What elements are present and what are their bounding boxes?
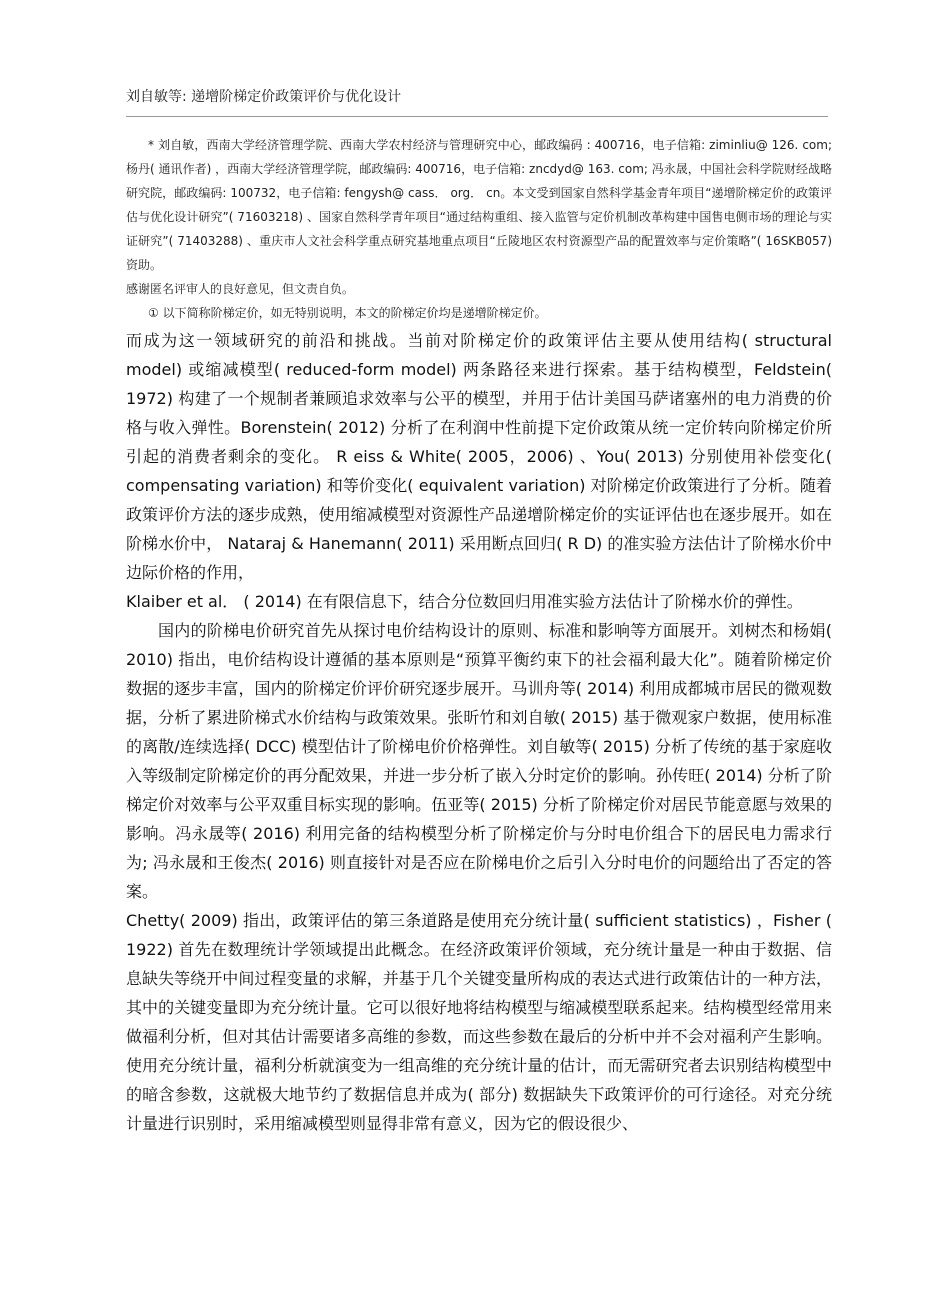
- acknowledgement-note: 感谢匿名评审人的良好意见，但文责自负。: [126, 282, 355, 296]
- running-header: 刘自敏等: 递增阶梯定价政策评价与优化设计: [126, 89, 402, 105]
- footnotes: [126, 133, 832, 325]
- paragraph-1: 而成为这一领域研究的前沿和挑战。当前对阶梯定价的政策评估主要从使用结构( structural model) 或缩减模型( reduced-form model) 两条路径来进行探索。基于结构模型，Feldstein( 1972) 构建了一个规制者兼顾追求效率与公平的模型，并用于估计美国马萨诸塞州的电力消费的价格与收入弹性。Borenstein( 2012) 分析了在利润中性前提下定价政策从统一定价转向阶梯定价所引起的消费者剩余的变化。 R eiss & White( 2005，2006) 、You( 2013) 分别使用补偿变化( compensating variation) 和等价变化( equivalent variation) 对阶梯定价政策进行了分析。随着政策评价方法的逐步成熟，使用缩减模型对资源性产品递增阶梯定价的实证评估也在逐步展开。如在阶梯水价中， Nataraj & Hanemann( 2011) 采用断点回归( R D) 的准实验方法估计了阶梯水价中边际价格的作用，: [126, 331, 832, 582]
- author-footnote: * 刘自敏，西南大学经济管理学院、西南大学农村经济与管理研究中心，邮政编码 : 400716，电子信箱: ziminliu@ 126. com; 杨丹( 通讯作者) ，西南大学经济管理学院，邮政编码: 400716，电子信箱: zncdyd@ 163. com; 冯永晟，中国社会科学院财经战略研究院，邮政编码: 100732，电子信箱: fengysh@ cass． org． cn。本文受到国家自然科学基金青年项目“递增阶梯定价的政策评估与优化设计研究”( 71603218) 、国家自然科学青年项目“通过结构重组、接入监管与定价机制改革构建中国售电侧市场的理论与实证研究”( 71403288) 、重庆市人文社会科学重点研究基地重点项目“丘陵地区农村资源型产品的配置效率与定价策略”( 16SKB057) 资助。: [126, 138, 832, 272]
- header-divider: [126, 116, 828, 117]
- paragraph-2: Klaiber et al． ( 2014) 在有限信息下，结合分位数回归用准实验方法估计了阶梯水价的弹性。: [126, 592, 803, 611]
- paragraph-4: Chetty( 2009) 指出，政策评估的第三条道路是使用充分统计量( sufficient statistics) ，Fisher ( 1922) 首先在数理统计学领域提出此概念。在经济政策评价领域，充分统计量是一种由于数据、信息缺失等绕开中间过程变量的求解，并基于几个关键变量所构成的表达式进行政策估计的一种方法，其中的关键变量即为充分统计量。它可以很好地将结构模型与缩减模型联系起来。结构模型经常用来做福利分析，但对其估计需要诸多高维的参数，而这些参数在最后的分析中并不会对福利产生影响。使用充分统计量，福利分析就演变为一组高维的充分统计量的估计，而无需研究者去识别结构模型中的暗含参数，这就极大地节约了数据信息并成为( 部分) 数据缺失下政策评价的可行途径。对充分统计量进行识别时，采用缩减模型则显得非常有意义，因为它的假设很少、: [126, 911, 832, 1133]
- body-text: [126, 326, 832, 1138]
- footnote-1: ① 以下简称阶梯定价，如无特别说明，本文的阶梯定价均是递增阶梯定价。: [148, 306, 547, 320]
- paragraph-3: 国内的阶梯电价研究首先从探讨电价结构设计的原则、标准和影响等方面展开。刘树杰和杨娟( 2010) 指出，电价结构设计遵循的基本原则是“预算平衡约束下的社会福利最大化”。随着阶梯定价数据的逐步丰富，国内的阶梯定价评价研究逐步展开。马训舟等( 2014) 利用成都城市居民的微观数据，分析了累进阶梯式水价结构与政策效果。张昕竹和刘自敏( 2015) 基于微观家户数据，使用标准的离散/连续选择( DCC) 模型估计了阶梯电价价格弹性。刘自敏等( 2015) 分析了传统的基于家庭收入等级制定阶梯定价的再分配效果，并进一步分析了嵌入分时定价的影响。孙传旺( 2014) 分析了阶梯定价对效率与公平双重目标实现的影响。伍亚等( 2015) 分析了阶梯定价对居民节能意愿与效果的影响。冯永晟等( 2016) 利用完备的结构模型分析了阶梯定价与分时电价组合下的居民电力需求行为; 冯永晟和王俊杰( 2016) 则直接针对是否应在阶梯电价之后引入分时电价的问题给出了否定的答案。: [126, 621, 832, 901]
